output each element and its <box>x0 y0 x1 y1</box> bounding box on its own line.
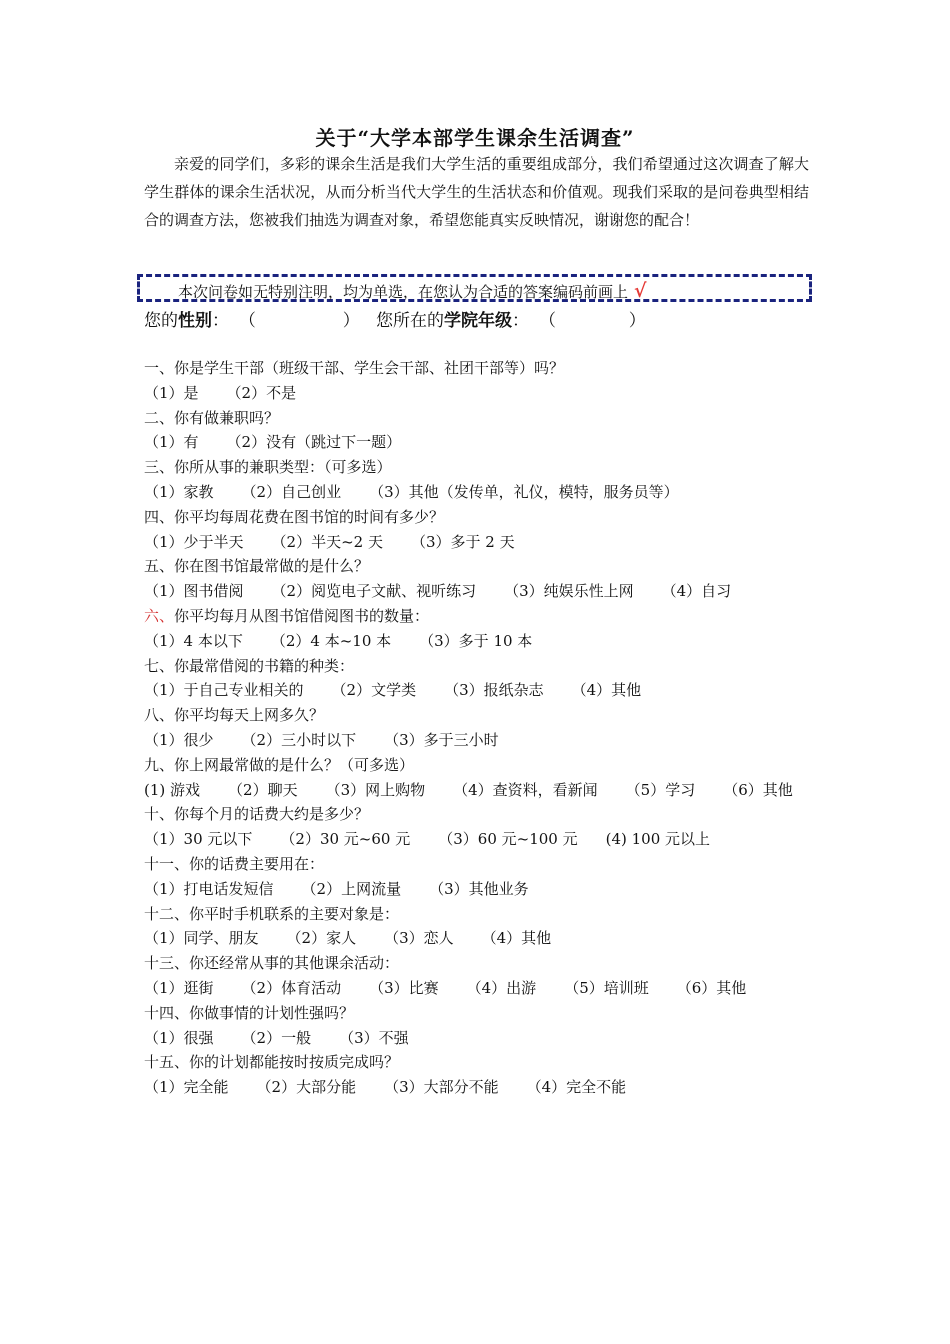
college-blank-open: （ <box>538 311 556 331</box>
option-9-1[interactable]: (1) 游戏 <box>144 780 201 799</box>
option-15-2[interactable]: （2）大部分能 <box>256 1078 357 1097</box>
option-10-2[interactable]: （2）30 元~60 元 <box>280 830 411 849</box>
intro-paragraph: 亲爱的同学们，多彩的课余生活是我们大学生活的重要组成部分，我们希望通过这次调查了解大学生群体的课余生活状况，从而分析当代大学生的生活状态和价值观。现我们采取的是问卷典型相结合的调查方法，您被我们抽选为调查对象，希望您能真实反映情况，谢谢您的配合！ <box>144 155 809 229</box>
question-text: 一、你是学生干部（班级干部、学生会干部、社团干部等）吗？ <box>144 359 565 377</box>
option-6-3[interactable]: （3）多于 10 本 <box>419 631 533 650</box>
option-13-1[interactable]: （1）逛街 <box>144 978 214 997</box>
option-4-3[interactable]: （3）多于 2 天 <box>410 532 515 551</box>
option-5-2[interactable]: （2）阅览电子文献、视听练习 <box>271 582 477 601</box>
option-13-3[interactable]: （3）比赛 <box>369 978 439 997</box>
option-7-2[interactable]: （2）文学类 <box>331 681 417 700</box>
notice-label: 本次问卷如无特别注明，均为单选，在您认为合适的答案编码前画上 <box>178 283 629 301</box>
option-11-3[interactable]: （3）其他业务 <box>429 879 529 898</box>
options-7 <box>144 678 824 703</box>
option-15-3[interactable]: （3）大部分不能 <box>384 1078 499 1097</box>
option-4-2[interactable]: （2）半天~2 天 <box>271 532 383 551</box>
question-2 <box>144 406 824 431</box>
option-13-6[interactable]: （6）其他 <box>676 978 747 997</box>
options-15 <box>144 1075 824 1100</box>
option-7-3[interactable]: （3）报纸杂志 <box>444 681 544 700</box>
option-10-3[interactable]: （3）60 元~100 元 <box>438 830 578 849</box>
option-3-3[interactable]: （3）其他（发传单，礼仪，模特，服务员等） <box>369 482 679 501</box>
options-10 <box>144 827 824 852</box>
question-1 <box>144 356 824 381</box>
option-6-1[interactable]: （1）4 本以下 <box>144 631 243 650</box>
question-text: 九、你上网最常做的是什么？（可多选） <box>144 755 415 774</box>
colon: ： <box>512 311 530 331</box>
options-13 <box>144 976 824 1001</box>
question-text: 十、你每个月的话费大约是多少？ <box>144 805 370 824</box>
college-blank-close: ） <box>628 311 646 331</box>
question-6 <box>144 604 824 629</box>
college-grade-label: 学院年级 <box>444 311 513 331</box>
option-9-6[interactable]: （6）其他 <box>723 780 793 799</box>
gender-blank-open: （ <box>238 311 256 331</box>
options-4 <box>144 530 824 555</box>
question-text: 三、你所从事的兼职类型：（可多选） <box>144 458 392 477</box>
option-13-5[interactable]: （5）培训班 <box>564 978 649 997</box>
option-7-4[interactable]: （4）其他 <box>571 681 642 700</box>
option-12-3[interactable]: （3）恋人 <box>384 929 454 948</box>
question-11 <box>144 852 824 877</box>
question-text: 十二、你平时手机联系的主要对象是： <box>144 904 400 923</box>
question-14 <box>144 1001 824 1026</box>
option-12-1[interactable]: （1）同学、朋友 <box>144 929 259 948</box>
option-4-1[interactable]: （1）少于半天 <box>144 532 244 551</box>
options-1 <box>144 381 824 406</box>
option-14-1[interactable]: （1）很强 <box>144 1028 214 1047</box>
option-2-1[interactable]: （1）有 <box>144 433 199 452</box>
question-15 <box>144 1050 824 1075</box>
question-9 <box>144 753 824 778</box>
option-8-1[interactable]: （1）很少 <box>144 730 214 749</box>
question-text: 你平均每月从图书馆借阅图书的数量： <box>174 606 430 625</box>
options-8 <box>144 728 824 753</box>
option-2-2[interactable]: （2）没有（跳过下一题） <box>226 433 402 452</box>
question-5 <box>144 554 824 579</box>
option-10-1[interactable]: （1）30 元以下 <box>144 830 253 849</box>
option-14-2[interactable]: （2）一般 <box>241 1028 312 1047</box>
option-9-4[interactable]: （4）查资料，看新闻 <box>453 780 598 799</box>
question-text: 四、你平均每周花费在图书馆的时间有多少？ <box>144 507 445 526</box>
option-8-2[interactable]: （2）三小时以下 <box>241 730 357 749</box>
info-prefix-college: 您所在的 <box>376 311 445 331</box>
option-9-3[interactable]: （3）网上购物 <box>325 780 426 799</box>
option-15-4[interactable]: （4）完全不能 <box>526 1078 627 1097</box>
check-mark: √ <box>634 280 647 302</box>
option-5-4[interactable]: （4）自习 <box>661 582 732 601</box>
option-11-1[interactable]: （1）打电话发短信 <box>144 879 274 898</box>
option-6-2[interactable]: （2）4 本~10 本 <box>270 631 392 650</box>
options-12 <box>144 926 824 951</box>
question-text: 八、你平均每天上网多久？ <box>144 706 325 725</box>
page-title: 关于“大学本部学生课余生活调查” <box>315 126 635 150</box>
question-text: 十三、你还经常从事的其他课余活动： <box>144 954 400 973</box>
option-1-2[interactable]: （2）不是 <box>226 383 297 402</box>
gender-blank-close: ） <box>342 311 360 331</box>
option-13-2[interactable]: （2）体育活动 <box>241 978 342 997</box>
colon: ： <box>212 311 229 331</box>
question-text: 五、你在图书馆最常做的是什么？ <box>144 557 370 576</box>
question-4 <box>144 505 824 530</box>
question-list <box>144 356 824 1100</box>
option-5-3[interactable]: （3）纯娱乐性上网 <box>504 582 634 601</box>
option-7-1[interactable]: （1）于自己专业相关的 <box>144 681 304 700</box>
option-15-1[interactable]: （1）完全能 <box>144 1078 229 1097</box>
option-13-4[interactable]: （4）出游 <box>466 978 537 997</box>
options-5 <box>144 579 824 604</box>
option-10-4[interactable]: (4) 100 元以上 <box>605 830 711 849</box>
options-3 <box>144 480 824 505</box>
question-text: 十一、你的话费主要用在： <box>144 854 325 873</box>
option-3-2[interactable]: （2）自己创业 <box>241 482 342 501</box>
options-2 <box>144 430 824 455</box>
question-3 <box>144 455 824 480</box>
option-8-3[interactable]: （3）多于三小时 <box>384 730 499 749</box>
notice-text <box>178 280 647 302</box>
question-13 <box>144 951 824 976</box>
option-12-2[interactable]: （2）家人 <box>286 929 357 948</box>
question-7 <box>144 654 824 679</box>
options-11 <box>144 877 824 902</box>
question-8 <box>144 703 824 728</box>
option-11-2[interactable]: （2）上网流量 <box>301 879 402 898</box>
option-14-3[interactable]: （3）不强 <box>339 1028 409 1047</box>
options-9 <box>144 778 824 803</box>
question-number: 六、 <box>144 606 175 625</box>
option-5-1[interactable]: （1）图书借阅 <box>144 582 244 601</box>
options-14 <box>144 1026 824 1051</box>
option-1-1[interactable]: （1）是 <box>144 383 199 402</box>
question-10 <box>144 802 824 827</box>
option-12-4[interactable]: （4）其他 <box>481 929 552 948</box>
option-9-2[interactable]: （2）聊天 <box>228 780 298 799</box>
question-12 <box>144 902 824 927</box>
gender-label: 性别 <box>178 311 212 331</box>
respondent-info <box>144 306 647 331</box>
question-text: 十四、你做事情的计划性强吗？ <box>144 1003 355 1022</box>
question-text: 二、你有做兼职吗？ <box>144 408 280 427</box>
info-prefix-gender: 您的 <box>144 311 178 331</box>
option-3-1[interactable]: （1）家教 <box>144 482 214 501</box>
options-6 <box>144 629 824 654</box>
option-9-5[interactable]: （5）学习 <box>625 780 696 799</box>
question-text: 十五、你的计划都能按时按质完成吗？ <box>144 1053 400 1072</box>
question-text: 七、你最常借阅的书籍的种类： <box>144 656 355 675</box>
